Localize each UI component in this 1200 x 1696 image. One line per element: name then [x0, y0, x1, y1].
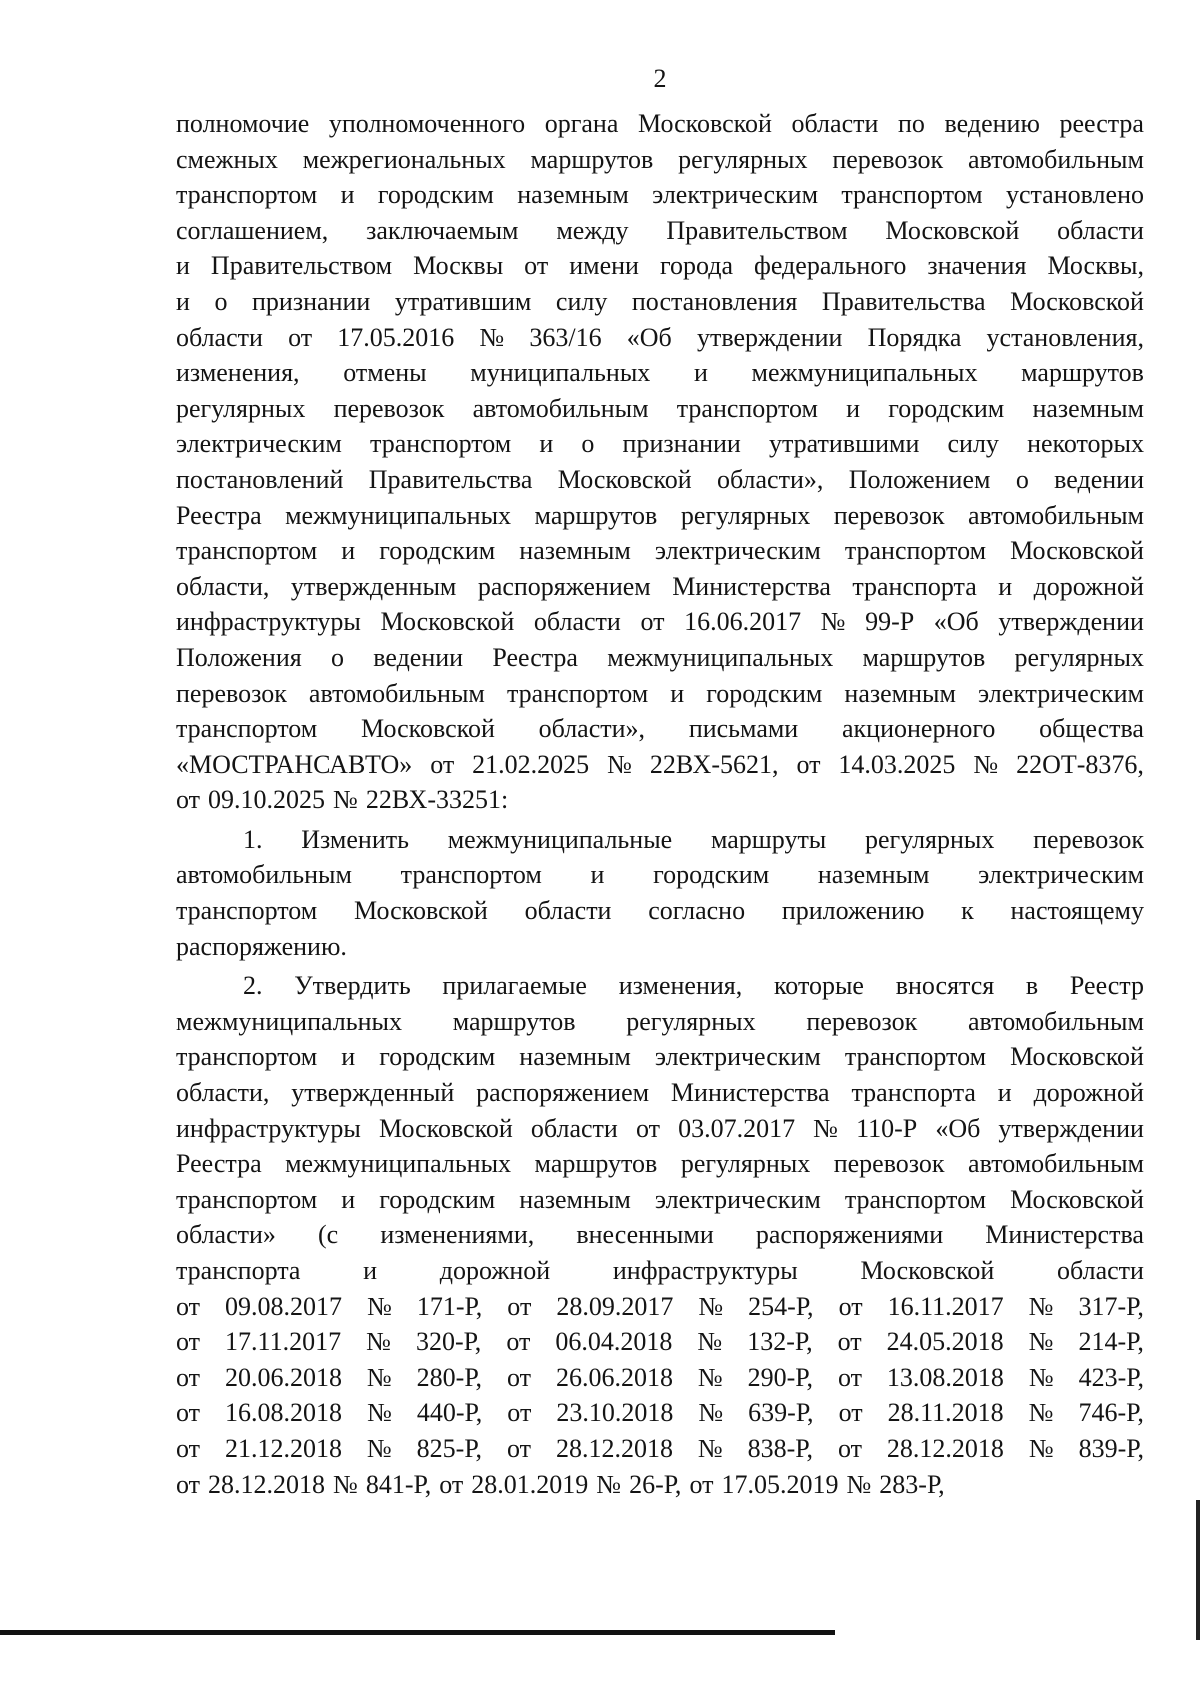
text-line: от 20.06.2018 № 280-Р, от 26.06.2018 № 290-Р, от 13.08.2018 № 423-Р, [176, 1362, 1144, 1392]
scan-edge-bottom [0, 1630, 835, 1635]
text-line: автомобильным транспортом и городским наземным электрическим [176, 860, 1144, 890]
text-line: Реестра межмуниципальных маршрутов регулярных перевозок автомобильным [176, 1149, 1144, 1179]
text-line: полномочие уполномоченного органа Московской области по ведению реестра [176, 109, 1144, 138]
text-line: области, утвержденным распоряжением Министерства транспорта и дорожной [176, 571, 1144, 601]
document-body [176, 106, 1144, 1502]
text-line: межмуниципальных маршрутов регулярных перевозок автомобильным [176, 1006, 1144, 1036]
paragraph [176, 106, 1144, 818]
scan-edge-right [1196, 1500, 1200, 1640]
text-line: от 21.12.2018 № 825-Р, от 28.12.2018 № 838-Р, от 28.12.2018 № 839-Р, [176, 1433, 1144, 1463]
text-line: и Правительством Москвы от имени города федерального значения Москвы, [176, 251, 1144, 281]
text-line: транспортом и городским наземным электрическим транспортом Московской [176, 1184, 1144, 1214]
text-line: транспортом и городским наземным электрическим транспортом Московской [176, 1042, 1144, 1072]
text-line: 1. Изменить межмуниципальные маршруты регулярных перевозок [243, 824, 1144, 854]
text-line: транспортом и городским наземным электрическим транспортом установлено [176, 180, 1144, 210]
text-line: и о признании утратившим силу постановления Правительства Московской [176, 286, 1144, 316]
text-line: транспорта и дорожной инфраструктуры Московской области [176, 1256, 1144, 1285]
text-line: регулярных перевозок автомобильным транспортом и городским наземным [176, 393, 1144, 423]
text-line: инфраструктуры Московской области от 03.07.2017 № 110-Р «Об утверждении [176, 1113, 1144, 1143]
text-line: от 16.08.2018 № 440-Р, от 23.10.2018 № 639-Р, от 28.11.2018 № 746-Р, [176, 1398, 1144, 1428]
text-line: 2. Утвердить прилагаемые изменения, которые вносятся в Реестр [243, 971, 1144, 1001]
text-line: области» (с изменениями, внесенными распоряжениями Министерства [176, 1220, 1144, 1250]
text-line: транспортом Московской области согласно приложению к настоящему [176, 896, 1144, 926]
text-line: постановлений Правительства Московской области», Положением о ведении [176, 464, 1144, 494]
text-line: соглашением, заключаемым между Правительством Московской области [176, 215, 1144, 245]
text-line: электрическим транспортом и о признании утратившими силу некоторых [176, 429, 1144, 459]
page-number: 2 [653, 64, 667, 93]
text-line: Положения о ведении Реестра межмуниципальных маршрутов регулярных [176, 642, 1144, 672]
text-line: изменения, отмены муниципальных и межмуниципальных маршрутов [176, 358, 1144, 388]
text-line: области, утвержденный распоряжением Министерства транспорта и дорожной [176, 1078, 1144, 1108]
text-line: Реестра межмуниципальных маршрутов регулярных перевозок автомобильным [176, 500, 1144, 530]
text-line: «МОСТРАНСАВТО» от 21.02.2025 № 22ВХ-5621, от 14.03.2025 № 22ОТ-8376, [176, 749, 1144, 779]
text-line: распоряжению. [176, 931, 347, 961]
text-line: перевозок автомобильным транспортом и городским наземным электрическим [176, 678, 1144, 708]
text-line: от 17.11.2017 № 320-Р, от 06.04.2018 № 132-Р, от 24.05.2018 № 214-Р, [176, 1327, 1144, 1357]
text-line: смежных межрегиональных маршрутов регулярных перевозок автомобильным [176, 144, 1144, 174]
paragraph [176, 968, 1144, 1502]
text-line: области от 17.05.2016 № 363/16 «Об утверждении Порядка установления, [176, 322, 1144, 352]
text-line: от 28.12.2018 № 841-Р, от 28.01.2019 № 26-Р, от 17.05.2019 № 283-Р, [176, 1469, 945, 1499]
text-line: инфраструктуры Московской области от 16.06.2017 № 99-Р «Об утверждении [176, 607, 1144, 637]
text-line: транспортом Московской области», письмами акционерного общества [176, 714, 1144, 744]
text-line: от 09.10.2025 № 22ВХ-33251: [176, 785, 509, 815]
text-line: от 09.08.2017 № 171-Р, от 28.09.2017 № 254-Р, от 16.11.2017 № 317-Р, [176, 1291, 1144, 1321]
paragraph [176, 822, 1144, 964]
text-line: транспортом и городским наземным электрическим транспортом Московской [176, 536, 1144, 566]
